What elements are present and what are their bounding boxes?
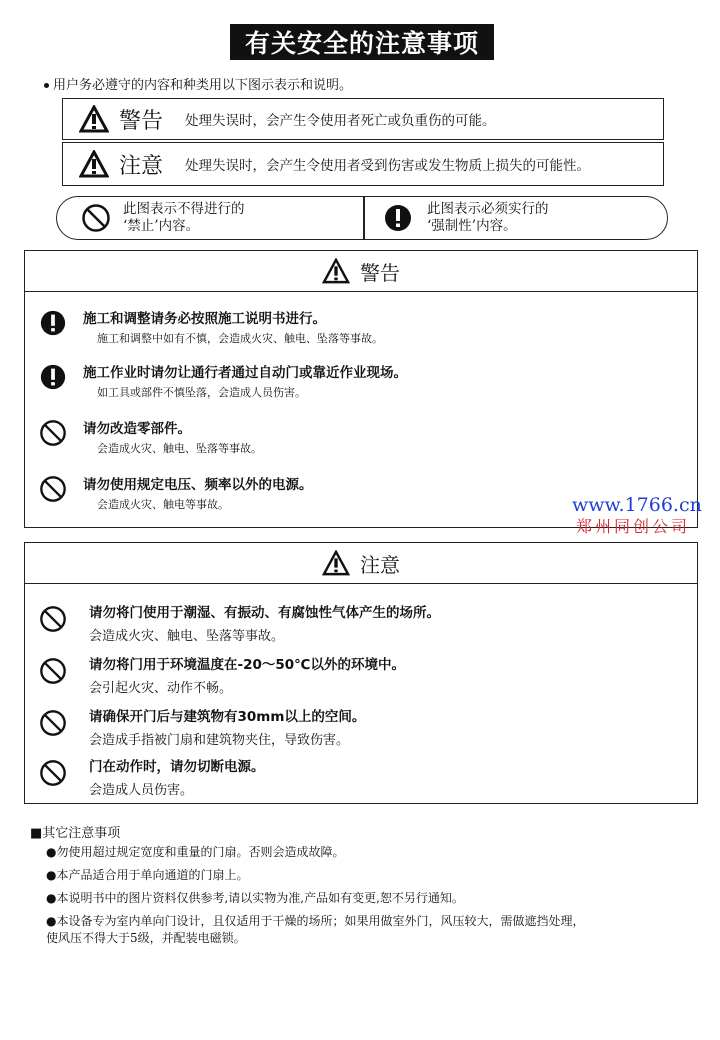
other-note-item: ●本产品适合用于单向通道的门扇上。 (46, 868, 249, 882)
warning-level-box (62, 98, 664, 140)
legend-divider (363, 197, 365, 239)
item-title: 门在动作时，请勿切断电源。 (89, 759, 265, 775)
item-desc: 施工和调整中如有不慎，会造成火灾、触电、坠落等事故。 (97, 332, 383, 345)
watermark-url: www.1766.cn (572, 494, 702, 516)
caution-triangle-icon (322, 550, 350, 576)
item-desc: 会造成手指被门扇和建筑物夹住，导致伤害。 (89, 733, 350, 748)
item-desc: 会造成火灾、触电、坠落等事故。 (97, 442, 262, 455)
warning-triangle-icon (79, 105, 109, 133)
item-desc: 会引起火灾、动作不畅。 (89, 681, 233, 696)
prohibit-icon (39, 419, 67, 447)
mandatory-legend-text (427, 201, 549, 235)
other-note-item: ●本说明书中的图片资料仅供参考,请以实物为准,产品如有变更,恕不另行通知。 (46, 891, 464, 905)
page-title: 有关安全的注意事项 (230, 24, 494, 60)
item-title: 请勿将门使用于潮湿、有振动、有腐蚀性气体产生的场所。 (89, 605, 440, 621)
item-title: 请勿使用规定电压、频率以外的电源。 (83, 477, 313, 493)
list-item (39, 417, 262, 456)
item-title: 请确保开门后与建筑物有30mm以上的空间。 (89, 709, 366, 725)
prohibit-icon (39, 605, 67, 633)
caution-section-header (25, 543, 697, 584)
other-note-item-cont: 使风压不得大于5级，并配装电磁锁。 (46, 931, 246, 945)
prohibit-icon (81, 203, 111, 233)
other-notes-heading: ■其它注意事项 (30, 826, 121, 841)
symbol-legend (56, 196, 668, 240)
item-desc: 如工具或部件不慎坠落，会造成人员伤害。 (97, 386, 306, 399)
warning-triangle-icon (322, 258, 350, 284)
prohibit-icon (39, 657, 67, 685)
item-title: 请勿将门用于环境温度在-20～50℃以外的环境中。 (89, 657, 406, 673)
list-item (39, 361, 407, 400)
list-item (39, 601, 440, 644)
item-desc: 会造成火灾、触电、坠落等事故。 (89, 629, 285, 644)
warning-level-desc: 处理失误时，会产生令使用者死亡或负重伤的可能。 (185, 113, 496, 129)
caution-triangle-icon (79, 150, 109, 178)
mandatory-legend-line1: 此图表示必须实行的 (427, 201, 549, 217)
prohibit-icon (39, 475, 67, 503)
prohibit-icon (39, 709, 67, 737)
list-item (39, 307, 383, 346)
item-desc: 会造成火灾、触电等事故。 (97, 498, 229, 511)
prohibit-icon (39, 759, 67, 787)
watermark-company: 郑州同创公司 (576, 517, 691, 536)
mandatory-icon (39, 363, 67, 391)
caution-level-box (62, 142, 664, 186)
bullet-dot-icon (44, 83, 49, 88)
list-item (39, 705, 365, 748)
intro-label: 用户务必遵守的内容和种类用以下图示表示和说明。 (53, 78, 353, 93)
item-title: 施工和调整请务必按照施工说明书进行。 (83, 311, 326, 327)
warning-level-name: 警告 (119, 108, 164, 134)
prohibit-legend-line2: ‘禁止’内容。 (123, 218, 200, 234)
list-item (39, 473, 313, 512)
other-note-item: ●勿使用超过规定宽度和重量的门扇。否则会造成故障。 (46, 845, 345, 859)
caution-level-name: 注意 (119, 153, 164, 179)
caution-section-title: 注意 (360, 552, 400, 577)
list-item (39, 653, 405, 696)
warning-section (24, 250, 698, 528)
mandatory-legend-line2: ‘强制性’内容。 (427, 218, 517, 234)
warning-section-header (25, 251, 697, 292)
mandatory-icon (39, 309, 67, 337)
caution-level-desc: 处理失误时，会产生令使用者受到伤害或发生物质上损失的可能性。 (185, 158, 590, 174)
prohibit-legend-text (123, 201, 245, 235)
item-title: 施工作业时请勿让通行者通过自动门或靠近作业现场。 (83, 365, 407, 381)
mandatory-icon (383, 203, 413, 233)
warning-section-title: 警告 (360, 260, 400, 285)
list-item (39, 755, 265, 798)
prohibit-legend-line1: 此图表示不得进行的 (123, 201, 245, 217)
intro-text (44, 74, 352, 93)
item-title: 请勿改造零部件。 (83, 421, 191, 437)
caution-section (24, 542, 698, 804)
other-note-item: ●本设备专为室内单向门设计，且仅适用于干燥的场所；如果用做室外门，风压较大，需做遮挡处理， (46, 914, 585, 928)
item-desc: 会造成人员伤害。 (89, 783, 194, 798)
watermark (572, 494, 702, 538)
